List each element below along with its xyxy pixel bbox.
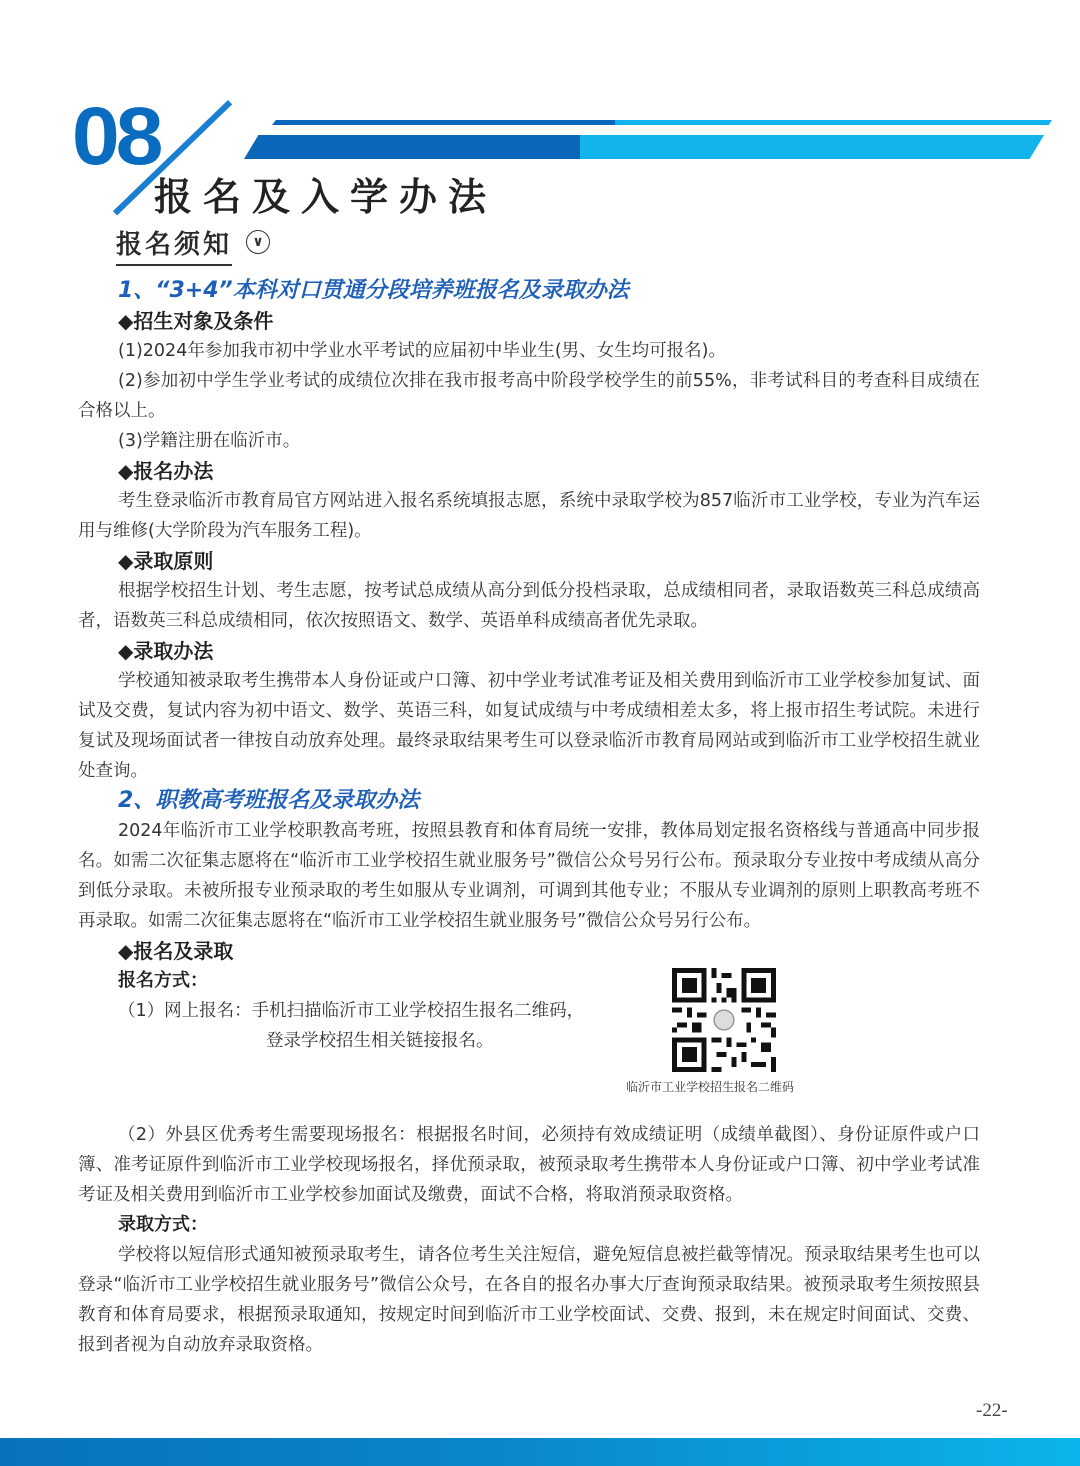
- eligibility-item: (3)学籍注册在临沂市。: [118, 431, 301, 451]
- admit-method-label: 录取方式：: [118, 1214, 208, 1235]
- section2-intro: 2024年临沂市工业学校职教高考班，按照县教育和体育局统一安排，教体局划定报名资格线与普通高中同步报名。如需二次征集志愿将在“临沂市工业学校招生就业服务号”微信公众号另行公布。预录取分专业按中考成绩从高分到低分录取。未被所报专业预录取的考生如服从专业调剂，可调到其他专业；不服从专业调剂的原则上职教高考班不再录取。如需二次征集志愿将在“临沂市工业学校招生就业服务号”微信公众号另行公布。: [78, 821, 980, 931]
- reg-method-label: 报名方式：: [118, 970, 208, 991]
- chapter-number: 08: [71, 91, 160, 182]
- method-text: 学校通知被录取考生携带本人身份证或户口簿、初中学业考试准考证及相关费用到临沂市工业学校参加复试、面试及交费，复试内容为初中语文、数学、英语三科，如复试成绩与中考成绩相差太多，将上报市招生考试院。未进行复试及现场面试者一律按自动放弃处理。最终录取结果考生可以登录临沂市教育局网站或到临沂市工业学校招生就业处查询。: [78, 671, 980, 781]
- onsite-registration-text: （2）外县区优秀考生需要现场报名：根据报名时间，必须持有效成绩证明（成绩单截图）、身份证原件或户口簿、准考证原件到临沂市工业学校现场报名，择优预录取，被预录取考生携带本人身份证或户口簿、初中学业考试准考证及相关费用到临沂市工业学校参加面试及缴费，面试不合格，将取消预录取资格。: [78, 1125, 980, 1205]
- footer-bar: [0, 1438, 1080, 1466]
- reg-admit-heading: ◆报名及录取: [118, 939, 234, 963]
- eligibility-item: (2)参加初中学生学业考试的成绩位次排在我市报考高中阶段学校学生的前55%，非考试科目的考查科目成绩在合格以上。: [78, 371, 980, 421]
- section1-title: 1、“3+4”本科对口贯通分段培养班报名及录取办法: [118, 278, 629, 303]
- chevron-down-circle-icon: ∨: [246, 230, 270, 254]
- decorative-bar-thin: [272, 120, 1052, 125]
- principle-heading: ◆录取原则: [118, 549, 214, 573]
- section2-title: 2、职教高考班报名及录取办法: [118, 788, 420, 813]
- online-line-1: （1）网上报名：手机扫描临沂市工业学校招生报名二维码，: [118, 1001, 585, 1021]
- principle-text: 根据学校招生计划、考生志愿，按考试总成绩从高分到低分投档录取，总成绩相同者，录取语数英三科总成绩高者，语数英三科总成绩相同，依次按照语文、数学、英语单科成绩高者优先录取。: [78, 581, 980, 631]
- method-heading: ◆录取办法: [118, 639, 214, 663]
- eligibility-heading: ◆招生对象及条件: [118, 309, 274, 333]
- online-registration-block: [78, 996, 980, 1120]
- page-number: -22-: [976, 1400, 1008, 1421]
- chapter-header: [0, 0, 1080, 270]
- qr-code-icon[interactable]: [672, 968, 776, 1072]
- eligibility-item: (1)2024年参加我市初中学业水平考试的应届初中毕业生(男、女生均可报名)。: [118, 341, 726, 361]
- admit-method-text: 学校将以短信形式通知被预录取考生，请各位考生关注短信，避免短信息被拦截等情况。预录取结果考生也可以登录“临沂市工业学校招生就业服务号”微信公众号，在各自的报名办事大厅查询预录取结果。被预录取考生须按照县教育和体育局要求，根据预录取通知，按规定时间到临沂市工业学校面试、交费、报到，未在规定时间面试、交费、报到者视为自动放弃录取资格。: [78, 1245, 980, 1355]
- qr-caption: 临沂市工业学校招生报名二维码: [626, 1080, 795, 1094]
- subsection-title: 报名须知: [116, 224, 232, 266]
- online-line-2: 登录学校招生相关链接报名。: [266, 1031, 494, 1051]
- chapter-title: 报名及入学办法: [154, 175, 498, 219]
- page-content: [78, 276, 980, 1360]
- online-registration-text: [118, 996, 584, 1056]
- registration-heading: ◆报名办法: [118, 459, 214, 483]
- registration-text: 考生登录临沂市教育局官方网站进入报名系统填报志愿，系统中录取学校为857临沂市工业学校，专业为汽车运用与维修(大学阶段为汽车服务工程)。: [78, 491, 980, 541]
- decorative-bar-thick: [244, 135, 1044, 159]
